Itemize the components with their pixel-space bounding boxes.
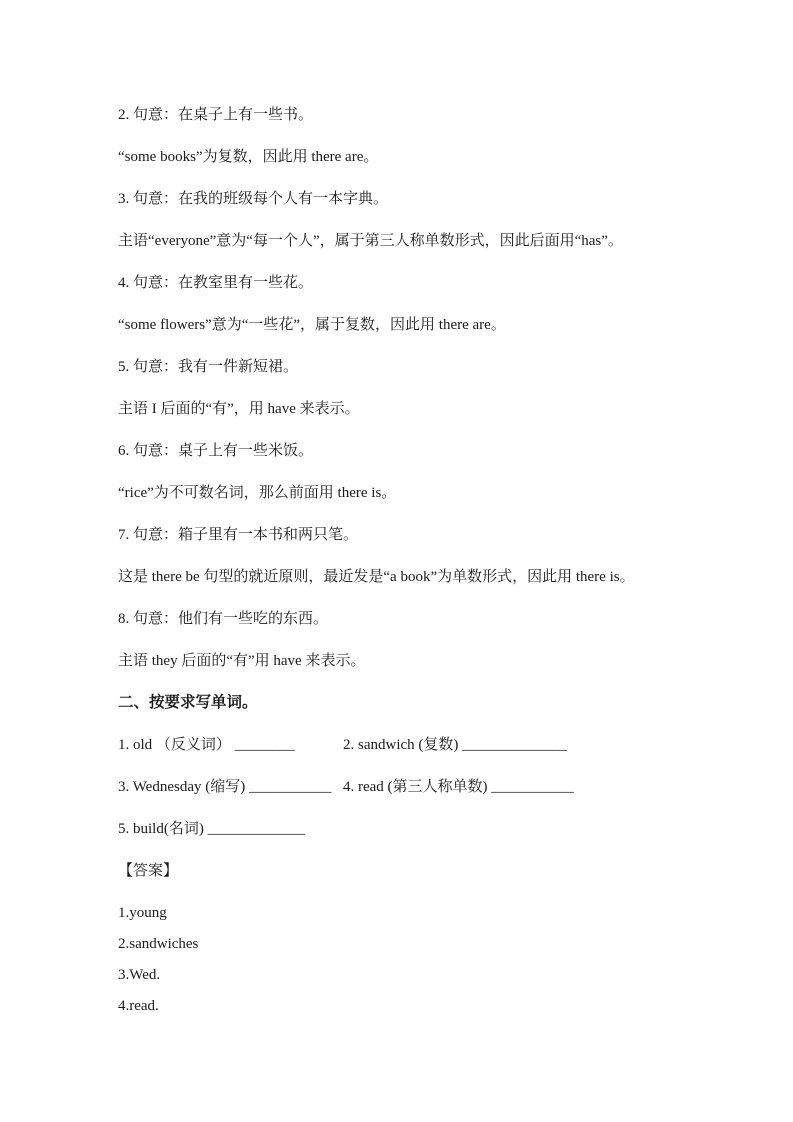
word-question-row <box>118 777 718 797</box>
answer-4: 4.read. <box>118 998 159 1014</box>
answer-3: 3.Wed. <box>118 967 161 983</box>
item2-analysis: “some books”为复数，因此用 there are。 <box>118 149 379 165</box>
section2-heading: 二、按要求写单词。 <box>118 694 258 711</box>
item5-analysis: 主语 I 后面的“有”，用 have 来表示。 <box>118 401 360 417</box>
item7-analysis: 这是 there be 句型的就近原则，最近发是“a book”为单数形式，因此用 there is。 <box>118 569 635 585</box>
word-question-2: 2. sandwich (复数) ______________ <box>343 737 568 753</box>
item7-sentence: 7. 句意：箱子里有一本书和两只笔。 <box>118 527 359 543</box>
item3-sentence: 3. 句意：在我的班级每个人有一本字典。 <box>118 191 389 207</box>
word-question-3: 3. Wednesday (缩写) ___________ <box>118 779 332 795</box>
item4-analysis: “some flowers”意为“一些花”，属于复数，因此用 there are。 <box>118 317 506 333</box>
item8-analysis: 主语 they 后面的“有”用 have 来表示。 <box>118 653 366 669</box>
item6-sentence: 6. 句意：桌子上有一些米饭。 <box>118 443 314 459</box>
item6-analysis: “rice”为不可数名词，那么前面用 there is。 <box>118 485 397 501</box>
word-question-row <box>118 819 718 839</box>
item2-sentence: 2. 句意：在桌子上有一些书。 <box>118 107 314 123</box>
answer-1: 1.young <box>118 905 167 921</box>
word-question-row <box>118 735 718 755</box>
word-question-1: 1. old （反义词） ________ <box>118 737 295 753</box>
item4-sentence: 4. 句意：在教室里有一些花。 <box>118 275 314 291</box>
answer-2: 2.sandwiches <box>118 936 199 952</box>
answer-label: 【答案】 <box>118 863 179 879</box>
item3-analysis: 主语“everyone”意为“每一个人”，属于第三人称单数形式，因此后面用“has”。 <box>118 233 623 249</box>
item8-sentence: 8. 句意：他们有一些吃的东西。 <box>118 611 329 627</box>
document-content <box>118 105 718 1027</box>
word-question-4: 4. read (第三人称单数) ___________ <box>343 779 574 795</box>
word-question-5: 5. build(名词) _____________ <box>118 821 306 837</box>
item5-sentence: 5. 句意：我有一件新短裙。 <box>118 359 299 375</box>
